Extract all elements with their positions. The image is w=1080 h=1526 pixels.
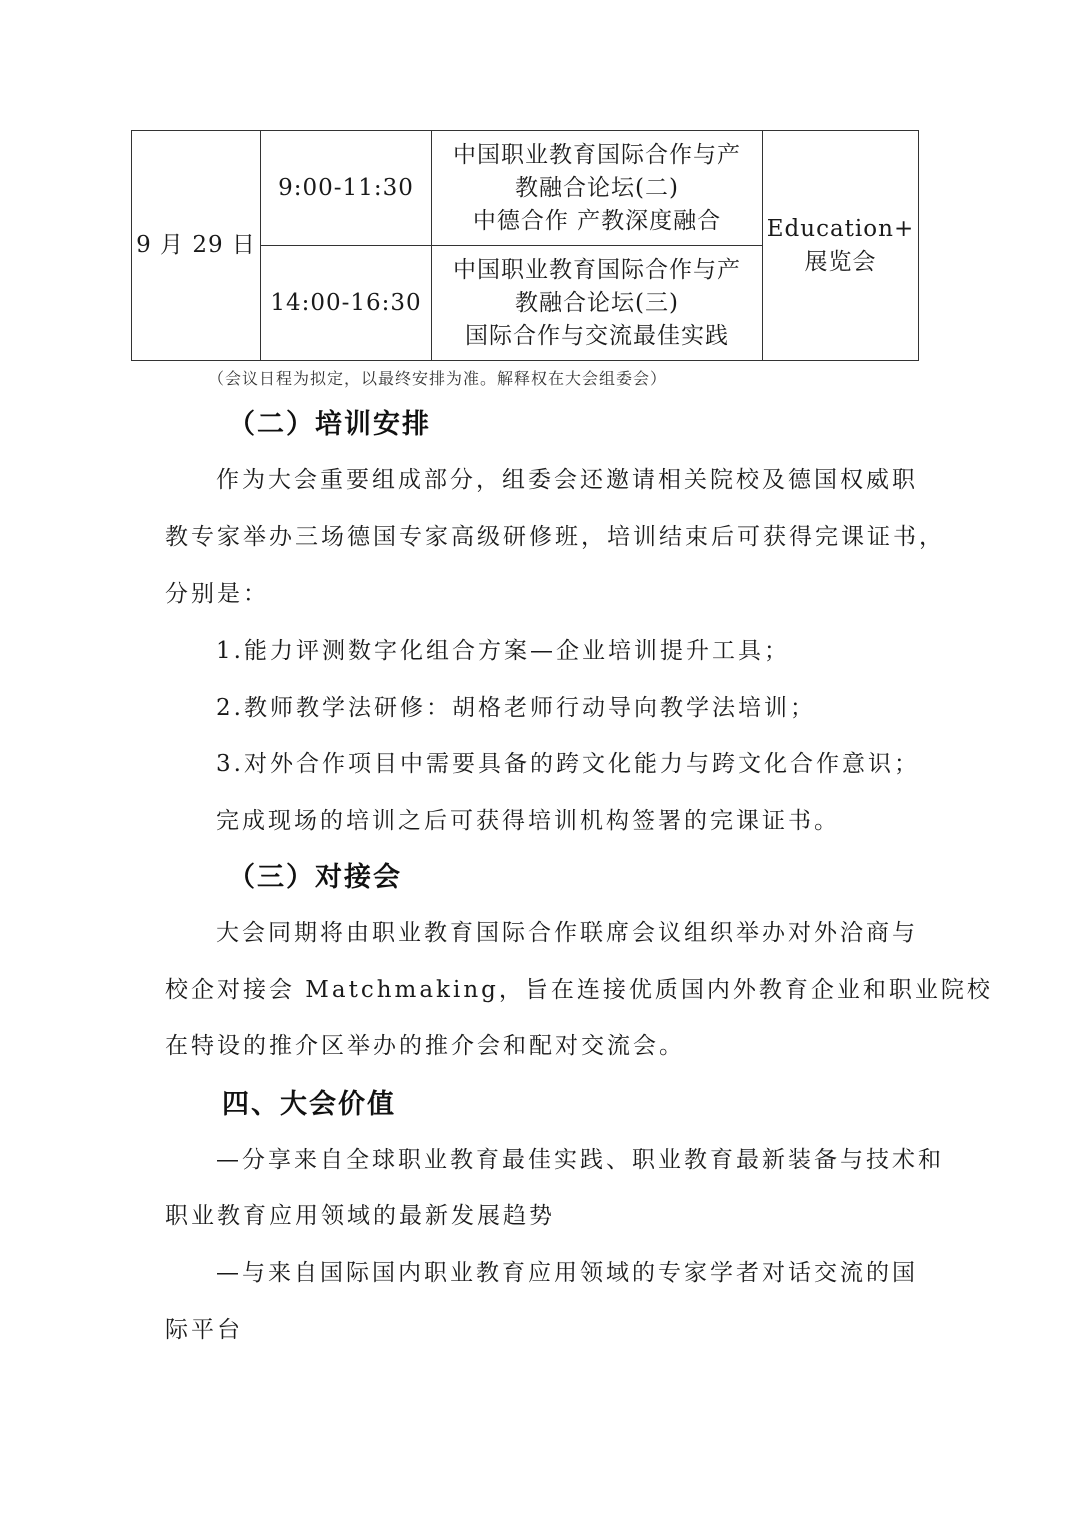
matchmaking-line: 校企对接会 Matchmaking，旨在连接优质国内外教育企业和职业院校 [165, 977, 993, 1003]
topic-line: 中国职业教育国际合作与产 [453, 256, 741, 283]
topic-cell [432, 131, 763, 246]
value-point-line: 职业教育应用领域的最新发展趋势 [165, 1203, 555, 1229]
training-item: 1.能力评测数字化组合方案—企业培训提升工具； [216, 638, 790, 664]
training-intro-line: 作为大会重要组成部分，组委会还邀请相关院校及德国权威职 [216, 467, 918, 493]
training-item: 2.教师教学法研修：胡格老师行动导向教学法培训； [216, 695, 816, 721]
value-heading: 四、大会价值 [222, 1089, 396, 1120]
matchmaking-line: 在特设的推介区举办的推介会和配对交流会。 [165, 1033, 685, 1059]
value-point-line: 际平台 [165, 1317, 243, 1343]
matchmaking-line: 大会同期将由职业教育国际合作联席会议组织举办对外洽商与 [216, 920, 918, 946]
venue-line: Education+ [766, 215, 915, 242]
matchmaking-heading: （三）对接会 [228, 862, 402, 893]
time-cell: 14:00-16:30 [261, 246, 432, 361]
time-cell: 9:00-11:30 [261, 131, 432, 246]
schedule-note: （会议日程为拟定，以最终安排为准。解释权在大会组委会） [208, 369, 668, 388]
training-intro-line: 分别是： [165, 581, 269, 607]
date-cell: 9 月 29 日 [132, 131, 261, 361]
value-point-line: —与来自国际国内职业教育应用领域的专家学者对话交流的国 [216, 1260, 918, 1286]
training-intro-line: 教专家举办三场德国专家高级研修班，培训结束后可获得完课证书， [165, 524, 945, 550]
schedule-table [131, 130, 919, 361]
topic-line: 国际合作与交流最佳实践 [465, 322, 729, 349]
topic-line: 中国职业教育国际合作与产 [453, 141, 741, 168]
topic-cell [432, 246, 763, 361]
table-row [132, 131, 919, 246]
venue-cell [763, 131, 919, 361]
training-closing: 完成现场的培训之后可获得培训机构签署的完课证书。 [216, 808, 840, 834]
value-point-line: —分享来自全球职业教育最佳实践、职业教育最新装备与技术和 [216, 1147, 944, 1173]
venue-line: 展览会 [804, 248, 877, 275]
topic-line: 中德合作 产教深度融合 [472, 207, 722, 234]
training-heading: （二）培训安排 [228, 409, 431, 440]
training-item: 3.对外合作项目中需要具备的跨文化能力与跨文化合作意识； [216, 751, 920, 777]
topic-line: 教融合论坛(三) [515, 289, 679, 316]
topic-line: 教融合论坛(二) [515, 174, 679, 201]
